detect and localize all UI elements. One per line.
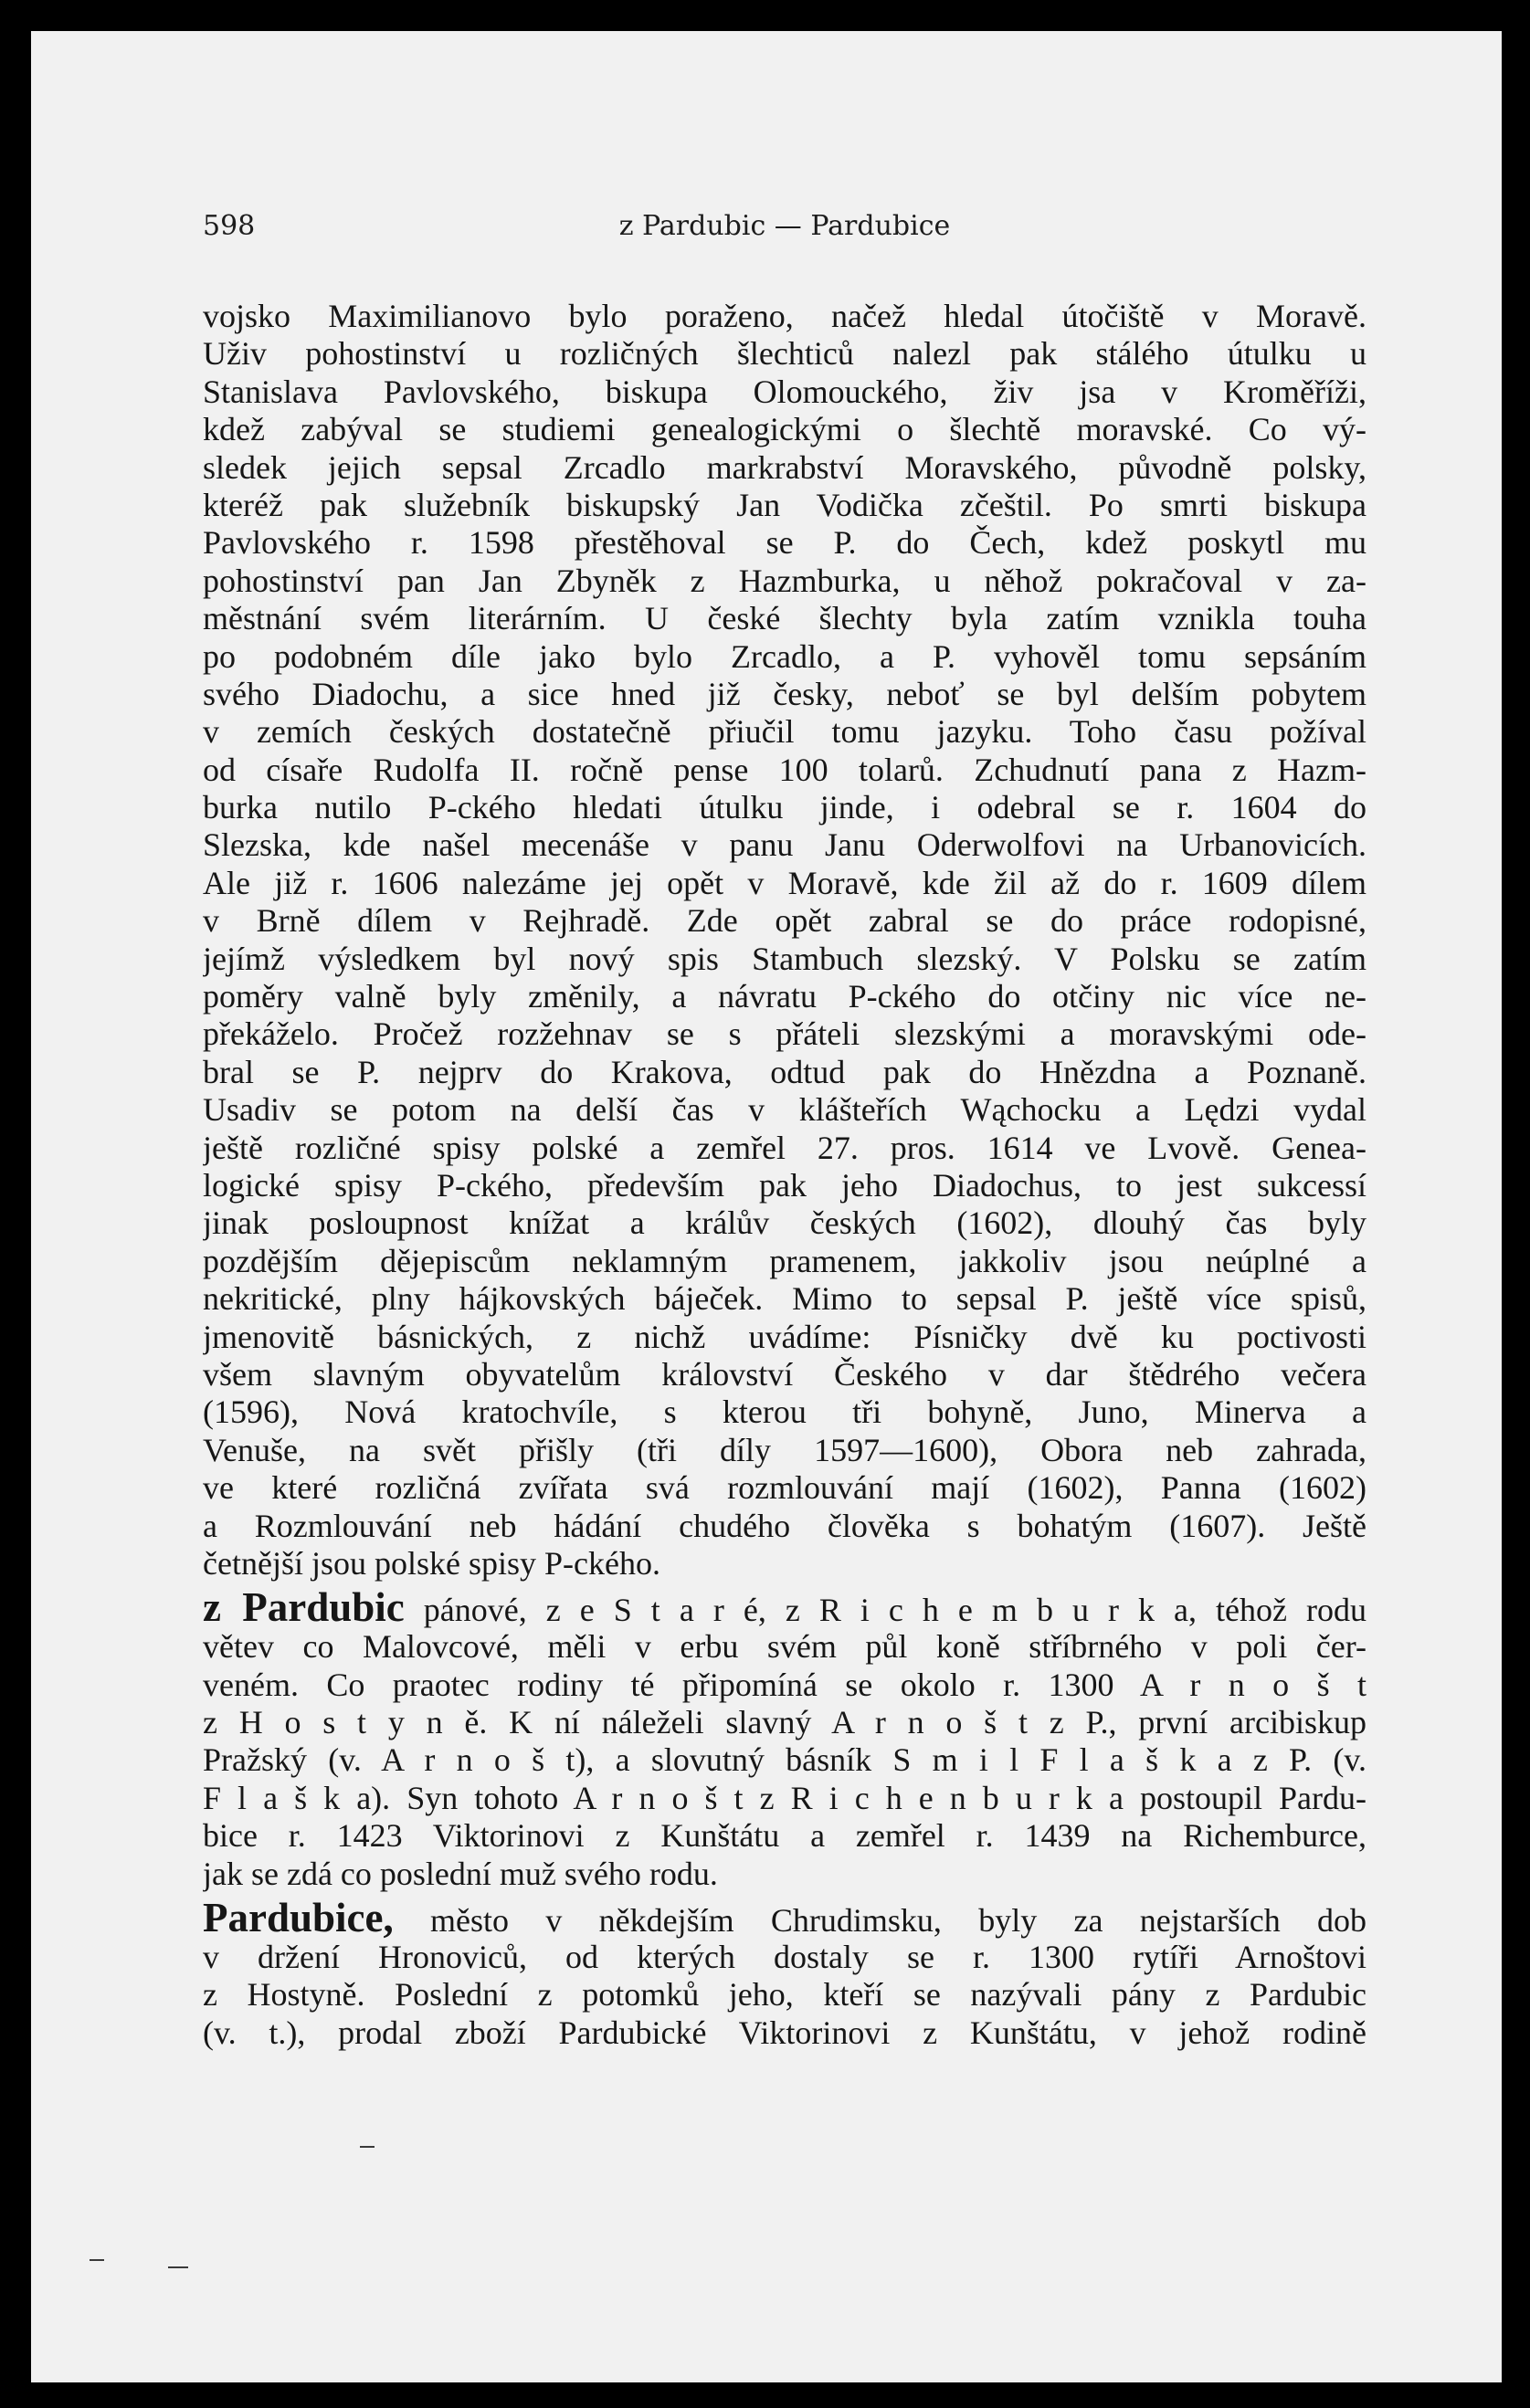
- page-number: 598: [203, 210, 256, 242]
- text-line: bice r. 1423 Viktorinovi z Kunštátu a zemřel r. 1439 na Richemburce,: [203, 1817, 1366, 1855]
- text-line: větev co Malovcové, měli v erbu svém půl koně stříbrného v poli čer-: [203, 1628, 1366, 1666]
- text-line: z Hostyně. Poslední z potomků jeho, kteří se nazývali pány z Pardubic: [203, 1976, 1366, 2014]
- text-line: Slezska, kde našel mecenáše v panu Janu Oderwolfovi na Urbanovicích.: [203, 826, 1366, 864]
- text-line: veném. Co praotec rodiny té připomíná se okolo r. 1300 A r n o š t: [203, 1666, 1366, 1703]
- entry-first-line: [203, 1586, 1366, 1628]
- text-line: poměry valně byly změnily, a návratu P-ckého do otčiny nic více ne-: [203, 978, 1366, 1015]
- text-line: po podobném díle jako bylo Zrcadlo, a P. vyhověl tomu sepsáním: [203, 637, 1366, 675]
- text-line: kdež zabýval se studiemi genealogickými o šlechtě moravské. Co vý-: [203, 411, 1366, 448]
- text-line: sledek jejich sepsal Zrcadlo markrabství Moravského, původně polsky,: [203, 448, 1366, 486]
- text-line: jinak posloupnost knížat a králův českých (1602), dlouhý čas byly: [203, 1204, 1366, 1242]
- text-line: v Brně dílem v Rejhradě. Zde opět zabral se do práce rodopisné,: [203, 902, 1366, 940]
- text-line: městnání svém literárním. U české šlechty byla zatím vznikla touha: [203, 600, 1366, 637]
- body-text: [203, 298, 1366, 2052]
- text-line: burka nutilo P-ckého hledati útulku jinde, i odebral se r. 1604 do: [203, 789, 1366, 826]
- text-line: jejímž výsledkem byl nový spis Stambuch slezský. V Polsku se zatím: [203, 940, 1366, 977]
- book-page: [31, 31, 1502, 2382]
- text-line: a Rozmlouvání neb hádání chudého člověka s bohatým (1607). Ještě: [203, 1507, 1366, 1544]
- text-line: Ale již r. 1606 nalezáme jej opět v Moravě, kde žil až do r. 1609 dílem: [203, 864, 1366, 901]
- text-line: nekritické, plny hájkovských báječek. Mimo to sepsal P. ještě více spisů,: [203, 1280, 1366, 1318]
- entry-first-line-text: pánové, z e S t a r é, z R i c h e m b u r k a, téhož rodu: [404, 1592, 1366, 1629]
- text-line: (1596), Nová kratochvíle, s kterou tři bohyně, Juno, Minerva a: [203, 1393, 1366, 1431]
- text-line: všem slavným obyvatelům království Českého v dar štědrého večera: [203, 1355, 1366, 1393]
- scan-speck: [168, 2266, 188, 2268]
- text-line: Usadiv se potom na delší čas v klášteřích Wąchocku a Lędzi vydal: [203, 1091, 1366, 1129]
- text-line: od císaře Rudolfa II. ročně pense 100 tolarů. Zchudnutí pana z Hazm-: [203, 751, 1366, 788]
- scan-speck: [90, 2259, 104, 2261]
- text-line: v zemích českých dostatečně přiučil tomu jazyku. Toho času požíval: [203, 713, 1366, 751]
- text-line: svého Diadochu, a sice hned již česky, neboť se byl delším pobytem: [203, 675, 1366, 712]
- text-line: (v. t.), prodal zboží Pardubické Viktorinovi z Kunštátu, v jehož rodině: [203, 2014, 1366, 2051]
- text-line: jak se zdá co poslední muž svého rodu.: [203, 1855, 718, 1892]
- text-line: pozdějším dějepiscům neklamným pramenem, jakkoliv jsou neúplné a: [203, 1242, 1366, 1279]
- entry-headword: z Pardubic: [203, 1586, 405, 1629]
- text-line: kteréž pak služebník biskupský Jan Vodička zčeštil. Po smrti biskupa: [203, 486, 1366, 523]
- entry-headword: Pardubice,: [203, 1897, 394, 1940]
- text-line: vojsko Maximilianovo bylo poraženo, načež hledal útočiště v Moravě.: [203, 298, 1366, 334]
- entry-continuation: [203, 298, 1366, 1583]
- text-line: Stanislava Pavlovského, biskupa Olomouckého, živ jsa v Kroměříži,: [203, 373, 1366, 410]
- entry-pardubice: [203, 1897, 1366, 2052]
- page-header: [203, 210, 1366, 256]
- text-line: v držení Hronoviců, od kterých dostaly se r. 1300 rytíři Arnoštovi: [203, 1939, 1366, 1976]
- text-line: překáželo. Pročež rozžehnav se s přáteli slezskými a moravskými ode-: [203, 1015, 1366, 1053]
- text-line: Pražský (v. A r n o š t), a slovutný básník S m i l F l a š k a z P. (v.: [203, 1741, 1366, 1779]
- text-line: z H o s t y n ě. K ní náleželi slavný A r n o š t z P., první arcibiskup: [203, 1704, 1366, 1741]
- text-line: ve které rozličná zvířata svá rozmlouvání mají (1602), Panna (1602): [203, 1469, 1366, 1507]
- entry-z-pardubic: [203, 1586, 1366, 1893]
- entry-first-line: [203, 1897, 1366, 1939]
- text-line: Venuše, na svět přišly (tři díly 1597—1600), Obora neb zahrada,: [203, 1431, 1366, 1468]
- text-line: Uživ pohostinství u rozličných šlechticů nalezl pak stálého útulku u: [203, 335, 1366, 373]
- running-title: z Pardubic — Pardubice: [618, 210, 951, 242]
- text-line: logické spisy P-ckého, především pak jeho Diadochus, to jest sukcessí: [203, 1166, 1366, 1204]
- text-line: pohostinství pan Jan Zbyněk z Hazmburka, u něhož pokračoval v za-: [203, 562, 1366, 599]
- entry-first-line-text: město v někdejším Chrudimsku, byly za nejstarších dob: [393, 1902, 1366, 1940]
- text-line: F l a š k a). Syn tohoto A r n o š t z R i c h e n b u r k a postoupil Pardu-: [203, 1779, 1366, 1816]
- text-line: četnější jsou polské spisy P-ckého.: [203, 1544, 660, 1582]
- scan-speck: [360, 2146, 375, 2148]
- text-line: ještě rozličné spisy polské a zemřel 27. pros. 1614 ve Lvově. Genea-: [203, 1129, 1366, 1166]
- text-line: jmenovitě básnických, z nichž uvádíme: Písničky dvě ku poctivosti: [203, 1318, 1366, 1355]
- text-line: bral se P. nejprv do Krakova, odtud pak do Hnězdna a Poznaně.: [203, 1053, 1366, 1090]
- text-line: Pavlovského r. 1598 přestěhoval se P. do Čech, kdež poskytl mu: [203, 524, 1366, 562]
